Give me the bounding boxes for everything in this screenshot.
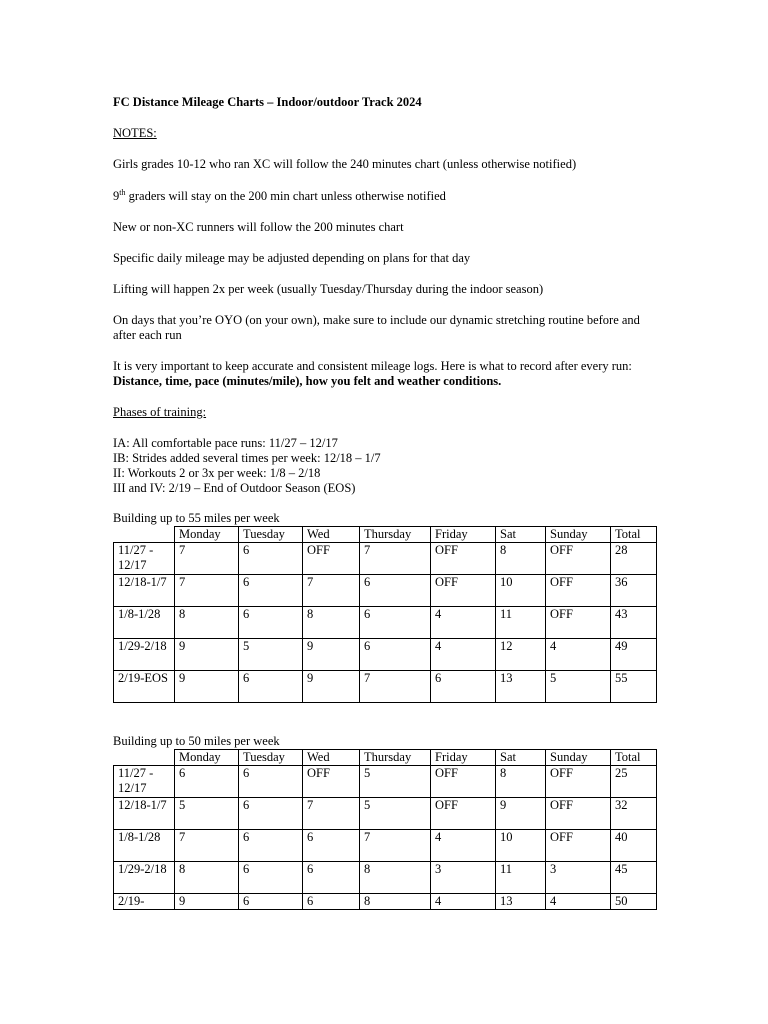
cell-monday: 9 [175,639,239,671]
row-dates: 1/29-2/18 [114,862,175,894]
header-sunday: Sunday [546,750,611,766]
table-header-row [114,750,657,766]
cell-tuesday: 6 [239,798,303,830]
cell-monday: 7 [175,543,239,575]
header-wed: Wed [303,527,360,543]
cell-sat: 10 [496,830,546,862]
header-friday: Friday [431,750,496,766]
cell-thursday: 7 [360,830,431,862]
cell-friday: OFF [431,575,496,607]
cell-monday: 5 [175,798,239,830]
cell-friday: 4 [431,830,496,862]
cell-sat: 12 [496,639,546,671]
mileage-table-50 [113,749,657,910]
cell-monday: 8 [175,862,239,894]
cell-thursday: 7 [360,543,431,575]
cell-friday: OFF [431,766,496,798]
mileage-table-55 [113,526,657,703]
cell-tuesday: 6 [239,830,303,862]
note-ninth-grade-suffix: th [119,187,126,197]
cell-sat: 10 [496,575,546,607]
phase-ib: IB: Strides added several times per week: 12/18 – 1/7 [113,451,381,465]
table-row [114,830,657,862]
cell-sunday: OFF [546,766,611,798]
cell-total: 49 [611,639,657,671]
cell-thursday: 6 [360,639,431,671]
cell-friday: 4 [431,894,496,910]
cell-sunday: OFF [546,543,611,575]
document-title: FC Distance Mileage Charts – Indoor/outdoor Track 2024 [113,95,422,109]
header-sat: Sat [496,527,546,543]
header-tuesday: Tuesday [239,527,303,543]
cell-friday: 6 [431,671,496,703]
phase-ii: II: Workouts 2 or 3x per week: 1/8 – 2/18 [113,466,321,480]
note-mileage-logs [113,359,658,389]
cell-wed: 6 [303,894,360,910]
header-wed: Wed [303,750,360,766]
note-mileage-logs-text: It is very important to keep accurate and consistent mileage logs. Here is what to record after every run: [113,359,632,373]
phases-list [113,436,658,496]
table-row [114,671,657,703]
header-total: Total [611,750,657,766]
header-sat: Sat [496,750,546,766]
cell-sat: 11 [496,607,546,639]
note-mileage-logs-bold: Distance, time, pace (minutes/mile), how you felt and weather conditions. [113,374,502,388]
cell-tuesday: 5 [239,639,303,671]
cell-sat: 8 [496,766,546,798]
cell-total: 45 [611,862,657,894]
row-dates: 12/18-1/7 [114,575,175,607]
row-dates: 2/19- [114,894,175,910]
cell-friday: 4 [431,607,496,639]
cell-wed: OFF [303,543,360,575]
cell-friday: OFF [431,798,496,830]
note-xc-girls: Girls grades 10-12 who ran XC will follow the 240 minutes chart (unless otherwise notified) [113,157,577,171]
cell-monday: 7 [175,575,239,607]
cell-tuesday: 6 [239,607,303,639]
cell-wed: 7 [303,575,360,607]
cell-tuesday: 6 [239,575,303,607]
cell-sat: 11 [496,862,546,894]
cell-total: 40 [611,830,657,862]
cell-thursday: 5 [360,798,431,830]
cell-total: 25 [611,766,657,798]
cell-thursday: 5 [360,766,431,798]
header-thursday: Thursday [360,527,431,543]
cell-tuesday: 6 [239,671,303,703]
cell-sunday: OFF [546,607,611,639]
header-friday: Friday [431,527,496,543]
cell-monday: 9 [175,671,239,703]
note-oyo-stretching: On days that you’re OYO (on your own), make sure to include our dynamic stretching routine before and after each run [113,313,640,342]
row-dates: 2/19-EOS [114,671,175,703]
row-dates: 11/27 - 12/17 [114,766,175,798]
cell-total: 36 [611,575,657,607]
header-sunday: Sunday [546,527,611,543]
table-corner-cell [114,750,175,766]
cell-tuesday: 6 [239,894,303,910]
cell-sunday: 3 [546,862,611,894]
cell-friday: 3 [431,862,496,894]
cell-monday: 8 [175,607,239,639]
note-lifting: Lifting will happen 2x per week (usually Tuesday/Thursday during the indoor season) [113,282,544,296]
cell-sunday: OFF [546,575,611,607]
table-row [114,862,657,894]
cell-total: 28 [611,543,657,575]
note-ninth-graders [113,189,658,204]
row-dates: 1/8-1/28 [114,830,175,862]
row-dates: 11/27 - 12/17 [114,543,175,575]
row-dates: 12/18-1/7 [114,798,175,830]
cell-sat: 8 [496,543,546,575]
cell-sunday: OFF [546,830,611,862]
cell-wed: 9 [303,671,360,703]
cell-wed: 6 [303,862,360,894]
table-row [114,607,657,639]
cell-tuesday: 6 [239,766,303,798]
cell-total: 55 [611,671,657,703]
header-monday: Monday [175,527,239,543]
cell-thursday: 6 [360,575,431,607]
cell-thursday: 7 [360,671,431,703]
document-page [113,95,658,910]
cell-monday: 7 [175,830,239,862]
cell-sunday: OFF [546,798,611,830]
note-new-runners: New or non-XC runners will follow the 200 minutes chart [113,220,404,234]
table-row [114,894,657,910]
cell-wed: 7 [303,798,360,830]
cell-thursday: 6 [360,607,431,639]
cell-total: 32 [611,798,657,830]
table-row [114,543,657,575]
cell-wed: 6 [303,830,360,862]
cell-tuesday: 6 [239,862,303,894]
table-row [114,766,657,798]
table-50-caption: Building up to 50 miles per week [113,734,280,748]
note-ninth-grade-text: graders will stay on the 200 min chart unless otherwise notified [125,189,446,203]
cell-total: 43 [611,607,657,639]
table-row [114,639,657,671]
cell-thursday: 8 [360,894,431,910]
cell-wed: OFF [303,766,360,798]
table-row [114,798,657,830]
cell-friday: OFF [431,543,496,575]
row-dates: 1/29-2/18 [114,639,175,671]
cell-tuesday: 6 [239,543,303,575]
header-thursday: Thursday [360,750,431,766]
cell-sat: 9 [496,798,546,830]
table-55-caption: Building up to 55 miles per week [113,511,280,525]
cell-friday: 4 [431,639,496,671]
cell-total: 50 [611,894,657,910]
header-monday: Monday [175,750,239,766]
phase-iii-iv: III and IV: 2/19 – End of Outdoor Season (EOS) [113,481,356,495]
table-header-row [114,527,657,543]
note-ninth-grade-number: 9 [113,189,120,203]
phases-heading: Phases of training: [113,405,207,419]
cell-monday: 6 [175,766,239,798]
cell-wed: 8 [303,607,360,639]
cell-wed: 9 [303,639,360,671]
row-dates: 1/8-1/28 [114,607,175,639]
table-corner-cell [114,527,175,543]
note-daily-mileage: Specific daily mileage may be adjusted depending on plans for that day [113,251,471,265]
cell-sat: 13 [496,894,546,910]
cell-thursday: 8 [360,862,431,894]
table-row [114,575,657,607]
header-total: Total [611,527,657,543]
cell-sunday: 4 [546,894,611,910]
cell-sunday: 4 [546,639,611,671]
cell-sunday: 5 [546,671,611,703]
notes-heading: NOTES: [113,126,157,140]
cell-sat: 13 [496,671,546,703]
cell-monday: 9 [175,894,239,910]
header-tuesday: Tuesday [239,750,303,766]
phase-ia: IA: All comfortable pace runs: 11/27 – 12/17 [113,436,338,450]
